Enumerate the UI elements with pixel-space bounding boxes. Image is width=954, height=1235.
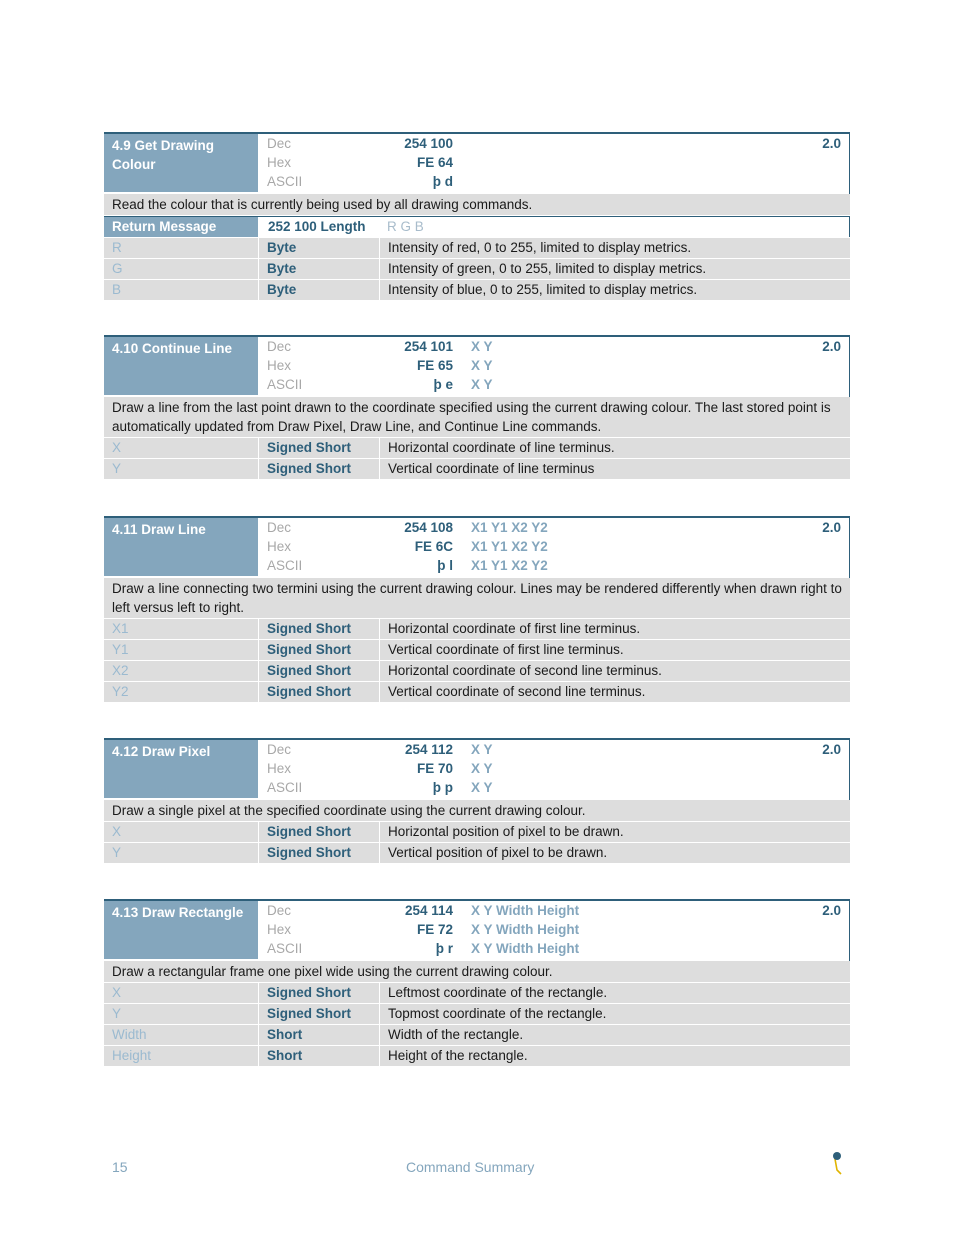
- hex-code: FE 65: [416, 358, 453, 373]
- param-description: Height of the rectangle.: [380, 1046, 850, 1066]
- command-header: [104, 132, 850, 194]
- param-type: Short: [259, 1046, 379, 1066]
- dec-line: [258, 901, 849, 920]
- hex-label: Hex: [267, 539, 292, 554]
- param-description: Width of the rectangle.: [380, 1025, 850, 1045]
- version-label: 2.0: [822, 520, 841, 535]
- ascii-label: ASCII: [267, 174, 303, 189]
- param-row: [104, 238, 850, 258]
- param-row: [104, 1046, 850, 1066]
- command-description: Read the colour that is currently being used by all drawing commands.: [104, 194, 850, 215]
- hex-line: [258, 356, 849, 375]
- command-block: [104, 516, 850, 702]
- hex-label: Hex: [267, 155, 292, 170]
- param-description: Horizontal position of pixel to be drawn.: [380, 822, 850, 842]
- param-row: [104, 1025, 850, 1045]
- param-type: Signed Short: [259, 640, 379, 660]
- ascii-params: X Y: [471, 377, 493, 392]
- logo-icon: [826, 1150, 846, 1176]
- hex-params: X Y Width Height: [471, 922, 580, 937]
- param-name: Y2: [104, 682, 258, 702]
- dec-line: [258, 134, 849, 153]
- dec-code: 254 114: [404, 903, 453, 918]
- param-description: Intensity of green, 0 to 255, limited to display metrics.: [380, 259, 850, 279]
- version-label: 2.0: [822, 742, 841, 757]
- param-name: R: [104, 238, 258, 258]
- return-message-row: [104, 216, 850, 237]
- param-type: Signed Short: [259, 438, 379, 458]
- ascii-params: X Y: [471, 780, 493, 795]
- hex-line: [258, 537, 849, 556]
- ascii-line: [258, 375, 849, 394]
- ascii-label: ASCII: [267, 941, 303, 956]
- param-row: [104, 822, 850, 842]
- param-name: X: [104, 438, 258, 458]
- version-label: 2.0: [822, 136, 841, 151]
- param-name: X: [104, 983, 258, 1003]
- dec-label: Dec: [267, 136, 292, 151]
- param-type: Signed Short: [259, 983, 379, 1003]
- dec-line: [258, 518, 849, 537]
- param-row: [104, 661, 850, 681]
- param-row: [104, 682, 850, 702]
- hex-line: [258, 920, 849, 939]
- param-type: Byte: [259, 280, 379, 300]
- dec-params: X Y: [471, 339, 493, 354]
- command-description: Draw a line connecting two termini using the current drawing colour. Lines may be rendered differently when drawn right to left versus left to right.: [104, 578, 850, 618]
- param-row: [104, 459, 850, 479]
- ascii-line: [258, 939, 849, 958]
- dec-params: X1 Y1 X2 Y2: [471, 520, 548, 535]
- hex-params: X Y: [471, 358, 493, 373]
- dec-label: Dec: [267, 742, 292, 757]
- param-type: Signed Short: [259, 682, 379, 702]
- param-row: [104, 438, 850, 458]
- param-name: Y: [104, 843, 258, 863]
- param-type: Signed Short: [259, 619, 379, 639]
- param-type: Signed Short: [259, 822, 379, 842]
- param-type: Signed Short: [259, 459, 379, 479]
- command-title: 4.12 Draw Pixel: [104, 740, 258, 798]
- param-description: Intensity of blue, 0 to 255, limited to display metrics.: [380, 280, 850, 300]
- hex-label: Hex: [267, 761, 292, 776]
- param-description: Vertical coordinate of second line terminus.: [380, 682, 850, 702]
- command-title: 4.9 Get Drawing Colour: [104, 134, 258, 192]
- ascii-code: þ e: [433, 377, 453, 392]
- command-header: [104, 516, 850, 578]
- param-name: Y1: [104, 640, 258, 660]
- hex-line: [258, 759, 849, 778]
- ascii-params: X Y Width Height: [471, 941, 580, 956]
- param-description: Vertical coordinate of line terminus: [380, 459, 850, 479]
- hex-label: Hex: [267, 922, 292, 937]
- ascii-label: ASCII: [267, 558, 303, 573]
- return-params: R G B: [387, 219, 424, 234]
- command-block: [104, 738, 850, 863]
- version-label: 2.0: [822, 339, 841, 354]
- dec-line: [258, 337, 849, 356]
- command-block: [104, 335, 850, 479]
- command-description: Draw a rectangular frame one pixel wide using the current drawing colour.: [104, 961, 850, 982]
- param-name: Y: [104, 459, 258, 479]
- param-type: Byte: [259, 259, 379, 279]
- dec-code: 254 112: [404, 742, 453, 757]
- param-name: Width: [104, 1025, 258, 1045]
- command-block: [104, 899, 850, 1066]
- param-name: X2: [104, 661, 258, 681]
- param-name: Y: [104, 1004, 258, 1024]
- hex-code: FE 72: [416, 922, 453, 937]
- hex-code: FE 70: [416, 761, 453, 776]
- command-header: [104, 738, 850, 800]
- ascii-code: þ r: [435, 941, 453, 956]
- dec-line: [258, 740, 849, 759]
- param-row: [104, 259, 850, 279]
- return-code: 252 100 Length: [268, 219, 366, 234]
- hex-label: Hex: [267, 358, 292, 373]
- param-row: [104, 1004, 850, 1024]
- command-title: 4.11 Draw Line: [104, 518, 258, 576]
- ascii-code: þ l: [437, 558, 453, 573]
- command-description: Draw a single pixel at the specified coordinate using the current drawing colour.: [104, 800, 850, 821]
- param-description: Horizontal coordinate of first line terminus.: [380, 619, 850, 639]
- command-block: [104, 132, 850, 300]
- param-description: Vertical position of pixel to be drawn.: [380, 843, 850, 863]
- param-name: G: [104, 259, 258, 279]
- ascii-code: þ d: [432, 174, 453, 189]
- dec-code: 254 108: [404, 520, 453, 535]
- ascii-line: [258, 556, 849, 575]
- hex-code: FE 64: [416, 155, 453, 170]
- param-description: Intensity of red, 0 to 255, limited to display metrics.: [380, 238, 850, 258]
- param-name: B: [104, 280, 258, 300]
- ascii-line: [258, 172, 849, 191]
- dec-params: X Y: [471, 742, 493, 757]
- command-header: [104, 899, 850, 961]
- return-message-title: Return Message: [104, 217, 258, 237]
- hex-code: FE 6C: [414, 539, 453, 554]
- ascii-label: ASCII: [267, 780, 303, 795]
- param-row: [104, 983, 850, 1003]
- param-description: Leftmost coordinate of the rectangle.: [380, 983, 850, 1003]
- param-name: X1: [104, 619, 258, 639]
- version-label: 2.0: [822, 903, 841, 918]
- ascii-code: þ p: [432, 780, 453, 795]
- ascii-params: X1 Y1 X2 Y2: [471, 558, 548, 573]
- param-type: Short: [259, 1025, 379, 1045]
- param-row: [104, 619, 850, 639]
- param-description: Topmost coordinate of the rectangle.: [380, 1004, 850, 1024]
- dec-label: Dec: [267, 339, 292, 354]
- hex-line: [258, 153, 849, 172]
- hex-params: X1 Y1 X2 Y2: [471, 539, 548, 554]
- command-title: 4.13 Draw Rectangle: [104, 901, 258, 959]
- param-type: Signed Short: [259, 1004, 379, 1024]
- dec-label: Dec: [267, 903, 292, 918]
- page-number: 15: [112, 1159, 128, 1175]
- ascii-line: [258, 778, 849, 797]
- dec-code: 254 101: [404, 339, 453, 354]
- param-type: Byte: [259, 238, 379, 258]
- command-title: 4.10 Continue Line: [104, 337, 258, 395]
- dec-label: Dec: [267, 520, 292, 535]
- param-type: Signed Short: [259, 843, 379, 863]
- param-name: X: [104, 822, 258, 842]
- hex-params: X Y: [471, 761, 493, 776]
- param-type: Signed Short: [259, 661, 379, 681]
- param-row: [104, 640, 850, 660]
- dec-params: X Y Width Height: [471, 903, 580, 918]
- param-description: Horizontal coordinate of second line terminus.: [380, 661, 850, 681]
- param-name: Height: [104, 1046, 258, 1066]
- dec-code: 254 100: [404, 136, 453, 151]
- command-header: [104, 335, 850, 397]
- command-description: Draw a line from the last point drawn to the coordinate specified using the current drawing colour. The last stored point is automatically updated from Draw Pixel, Draw Line, and Continue Line commands.: [104, 397, 850, 437]
- param-description: Vertical coordinate of first line terminus.: [380, 640, 850, 660]
- footer-title: Command Summary: [406, 1159, 535, 1175]
- param-row: [104, 280, 850, 300]
- ascii-label: ASCII: [267, 377, 303, 392]
- param-description: Horizontal coordinate of line terminus.: [380, 438, 850, 458]
- param-row: [104, 843, 850, 863]
